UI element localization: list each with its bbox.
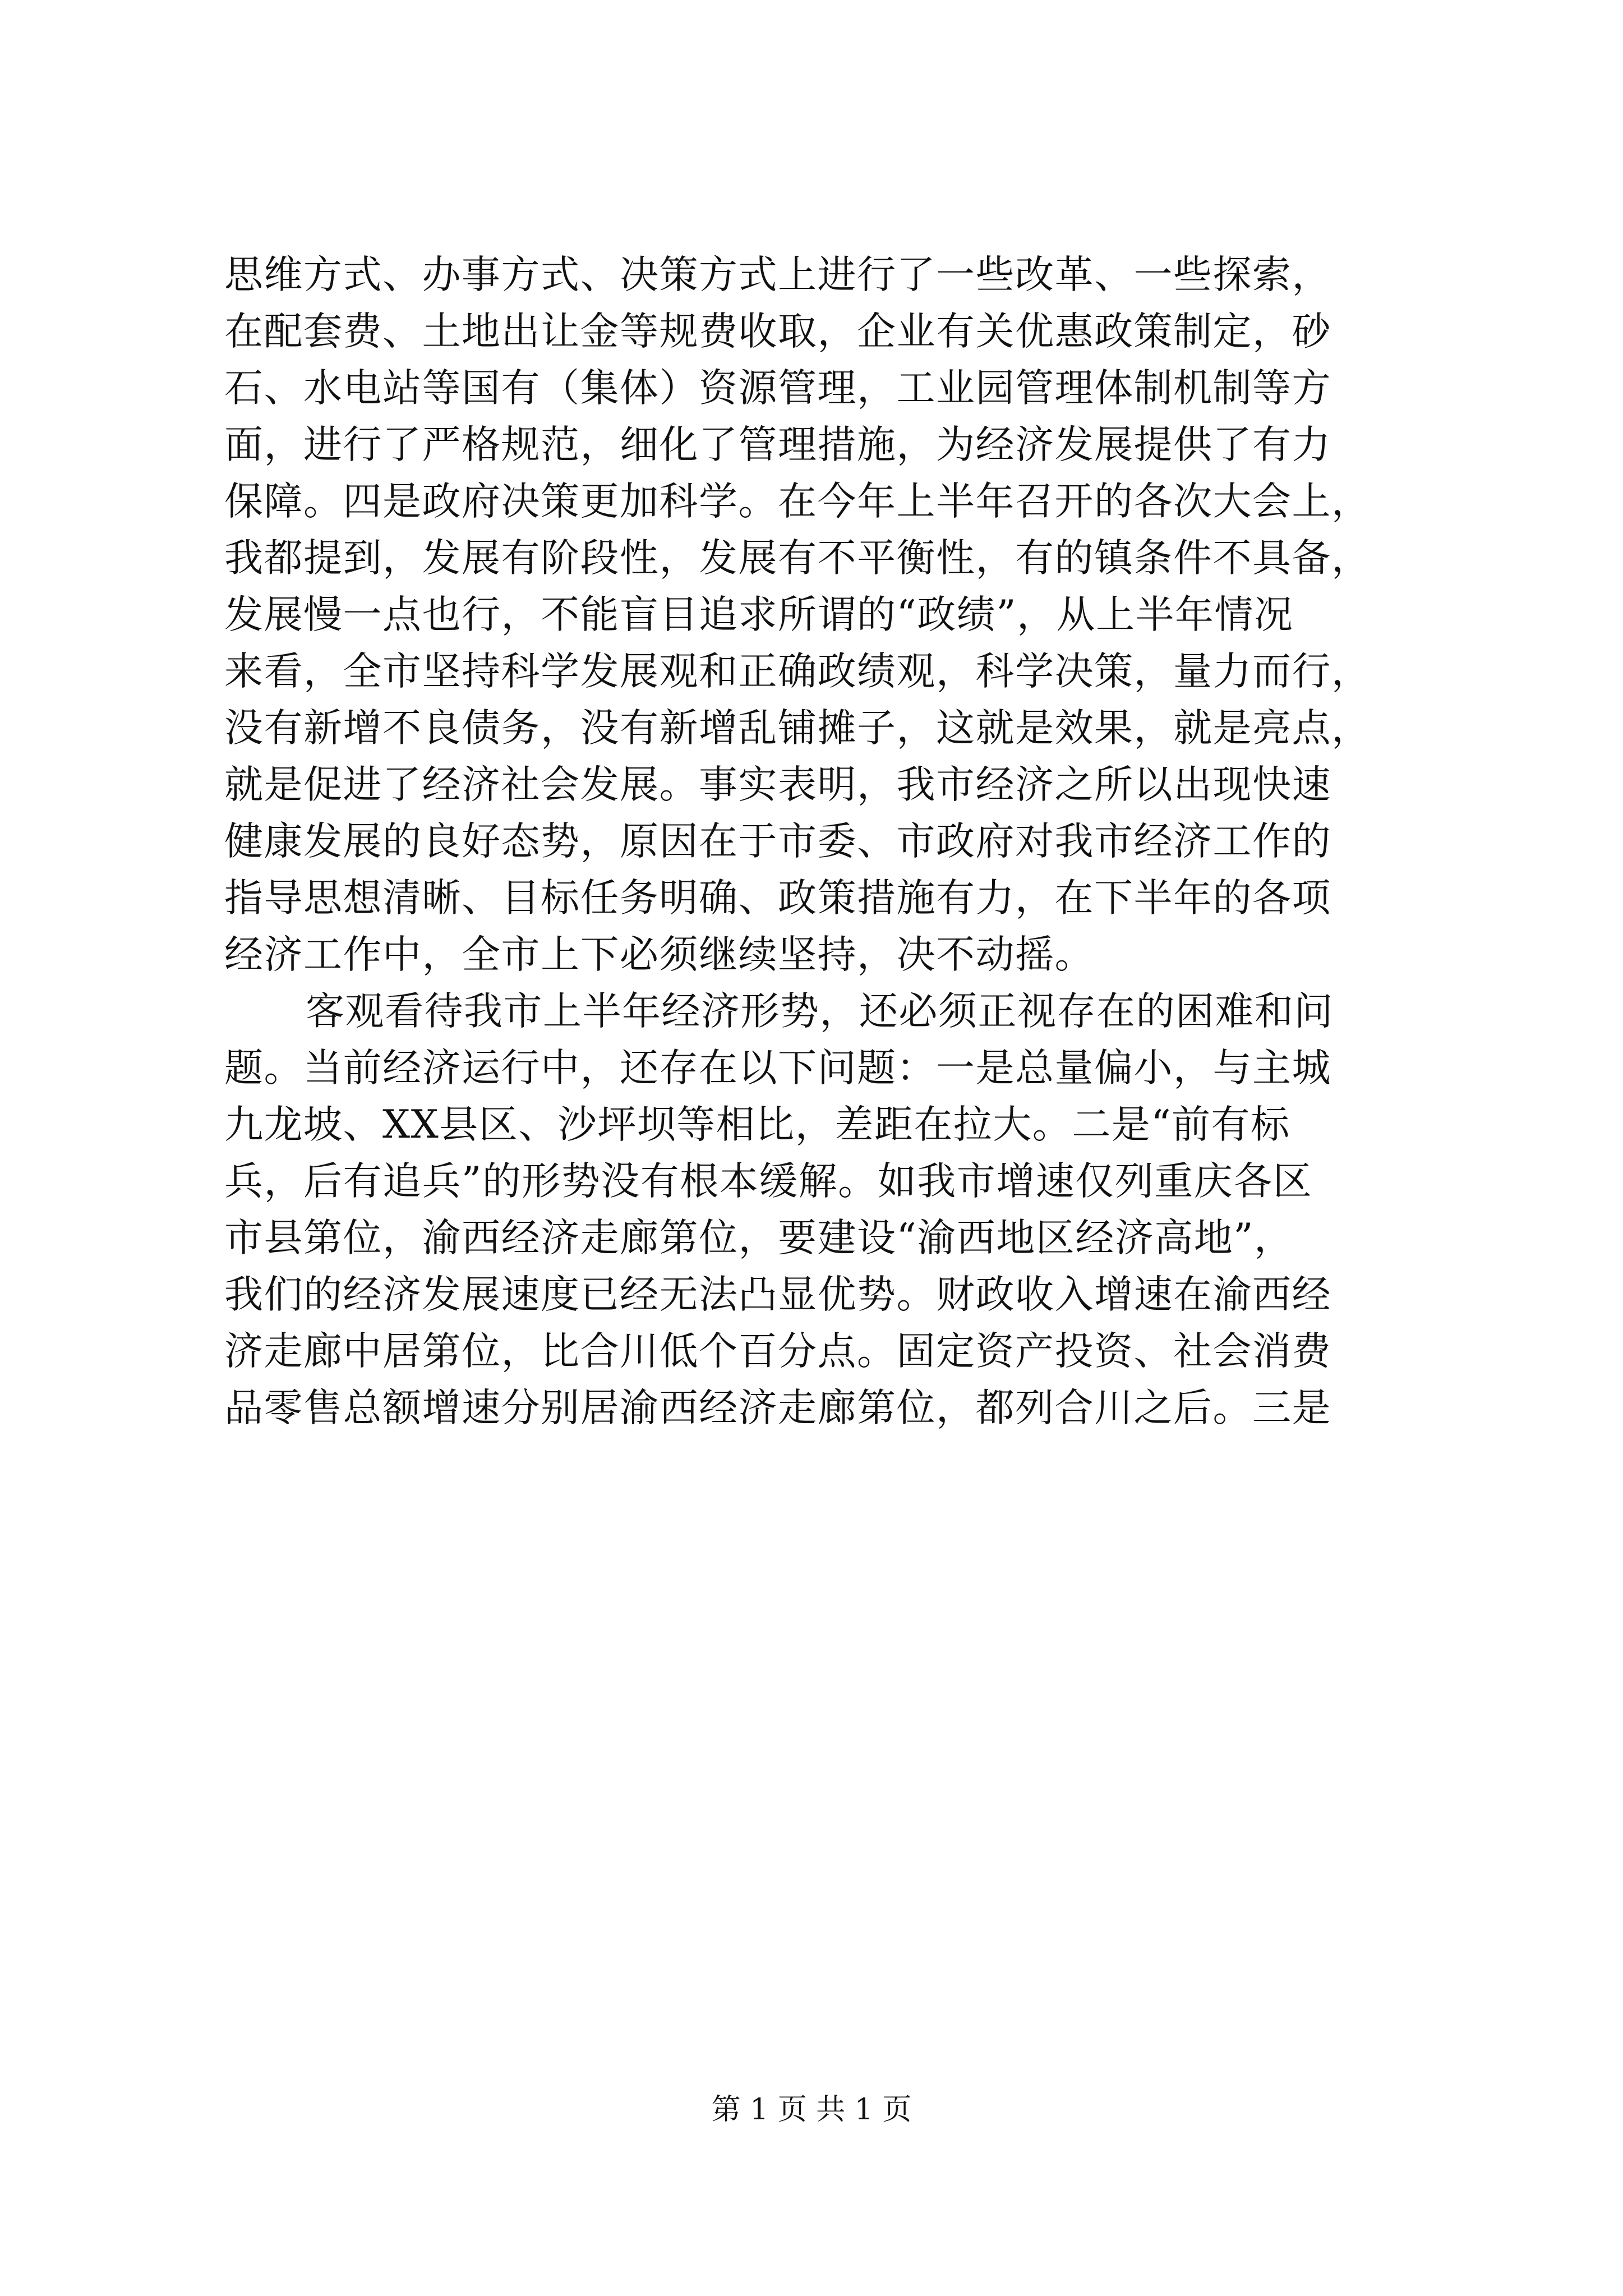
text-line: 思维方式、办事方式、决策方式上进行了一些改革、一些探索， xyxy=(224,252,1331,297)
text-line: 在配套费、土地出让金等规费收取，企业有关优惠政策制定，砂 xyxy=(224,309,1331,354)
body-text xyxy=(224,247,1458,1437)
text-line: 九龙坡、XX县区、沙坪坝等相比，差距在拉大。二是“前有标 xyxy=(224,1102,1290,1147)
text-line: 健康发展的良好态势，原因在于市委、市政府对我市经济工作的 xyxy=(224,819,1331,864)
text-line: 市县第位，渝西经济走廊第位，要建设“渝西地区经济高地”， xyxy=(224,1216,1294,1260)
text-line: 来看，全市坚持科学发展观和正确政绩观，科学决策，量力而行， xyxy=(224,649,1371,694)
text-line: 题。当前经济运行中，还存在以下问题：一是总量偏小，与主城 xyxy=(224,1046,1331,1091)
text-line: 经济工作中，全市上下必须继续坚持，决不动摇。 xyxy=(224,932,1094,977)
text-line: 没有新增不良债务，没有新增乱铺摊子，这就是效果，就是亮点， xyxy=(224,706,1371,751)
page-footer: 第 1 页 共 1 页 xyxy=(711,2093,912,2127)
text-line: 兵，后有追兵”的形势没有根本缓解。如我市增速仅列重庆各区 xyxy=(224,1159,1313,1204)
text-line: 指导思想清晰、目标任务明确、政策措施有力，在下半年的各项 xyxy=(224,876,1331,921)
text-line: 客观看待我市上半年经济形势，还必须正视存在的困难和问 xyxy=(306,989,1334,1034)
paragraph xyxy=(224,247,1458,983)
text-line: 我都提到，发展有阶段性，发展有不平衡性，有的镇条件不具备， xyxy=(224,536,1371,581)
text-line: 发展慢一点也行，不能盲目追求所谓的“政绩”，从上半年情况 xyxy=(224,592,1294,637)
text-line: 保障。四是政府决策更加科学。在今年上半年召开的各次大会上， xyxy=(224,479,1371,524)
text-line: 品零售总额增速分别居渝西经济走廊第位，都列合川之后。三是 xyxy=(224,1386,1331,1430)
paragraph xyxy=(224,983,1458,1437)
text-line: 我们的经济发展速度已经无法凸显优势。财政收入增速在渝西经 xyxy=(224,1272,1331,1317)
text-line: 面，进行了严格规范，细化了管理措施，为经济发展提供了有力 xyxy=(224,422,1331,467)
text-line: 石、水电站等国有（集体）资源管理，工业园管理体制机制等方 xyxy=(224,366,1331,411)
text-line: 就是促进了经济社会发展。事实表明，我市经济之所以出现快速 xyxy=(224,762,1331,807)
text-line: 济走廊中居第位，比合川低个百分点。固定资产投资、社会消费 xyxy=(224,1329,1331,1374)
